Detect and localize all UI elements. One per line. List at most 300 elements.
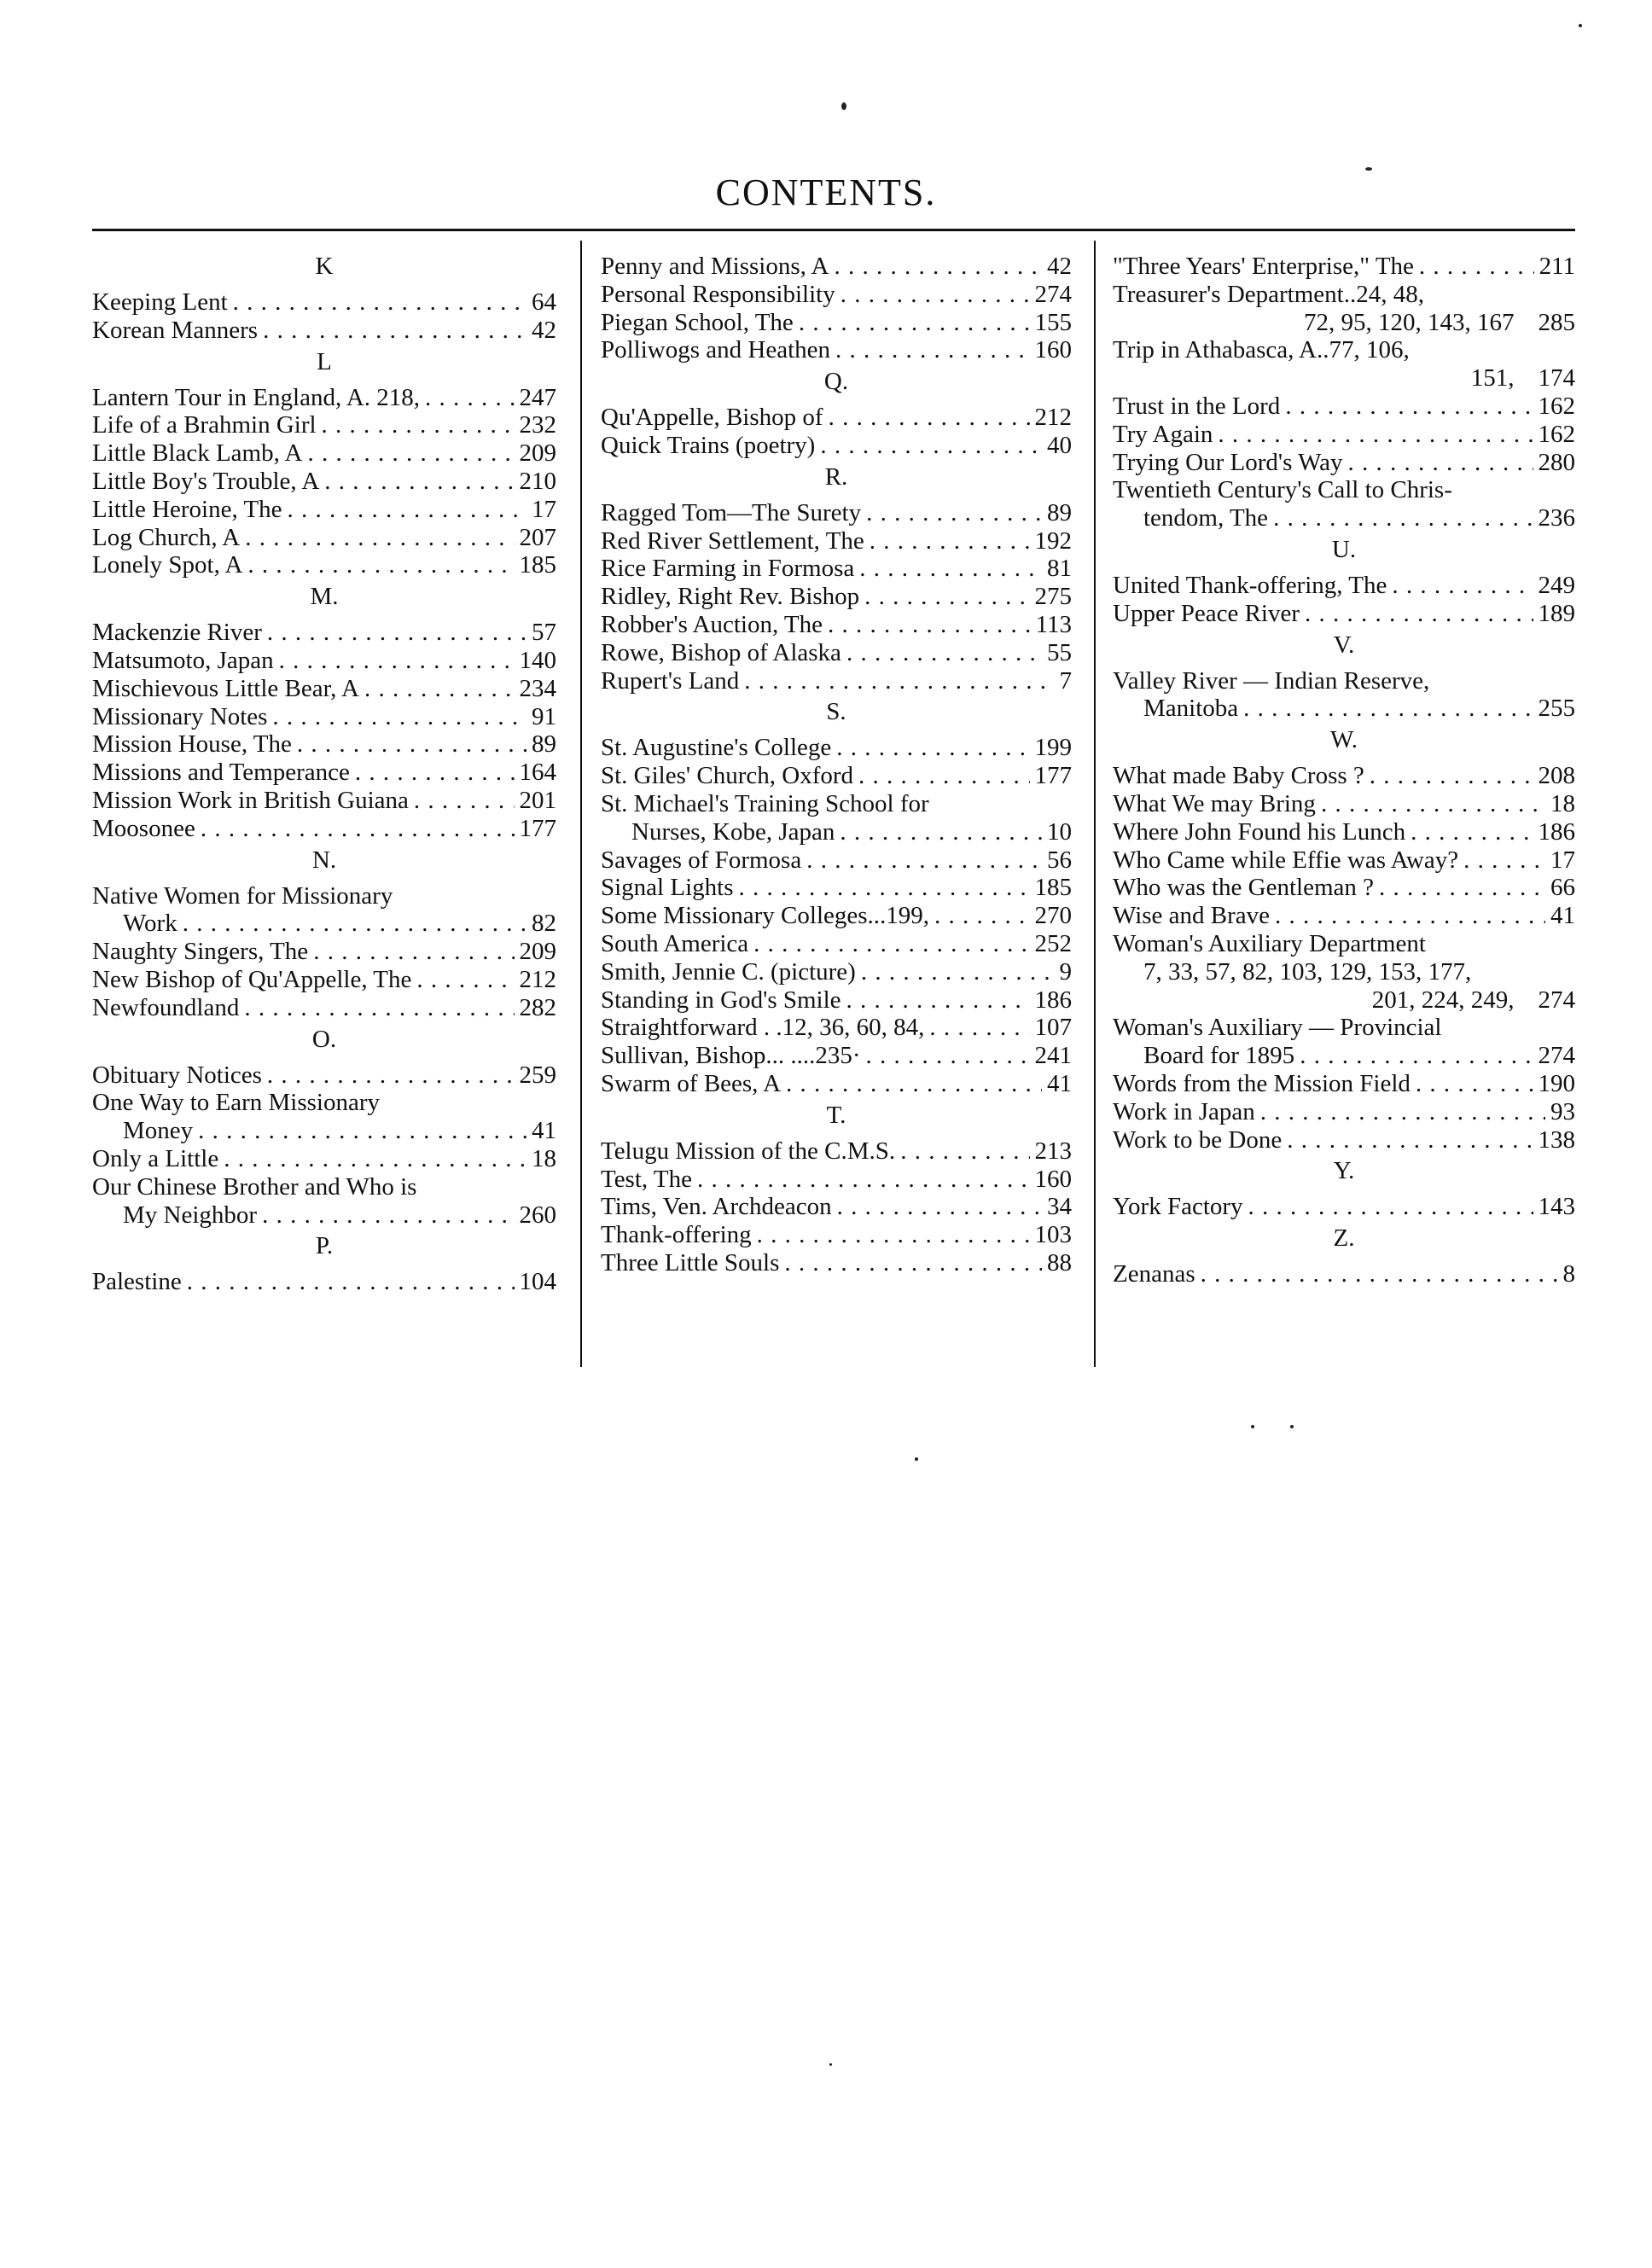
- index-entry-continued: [1113, 986, 1575, 1015]
- entry-page: 185: [1034, 874, 1072, 902]
- entry-page: 42: [1047, 253, 1072, 280]
- entry-title: Ragged Tom—The Surety: [601, 498, 862, 526]
- entry-title: St. Giles' Church, Oxford: [601, 762, 854, 790]
- entry-page: 274: [1034, 280, 1072, 308]
- entry-page: 192: [1034, 526, 1072, 555]
- entry-page: 189: [1538, 599, 1575, 627]
- index-entry: [601, 1137, 1072, 1166]
- entry-page: 280: [1538, 448, 1575, 476]
- leader-dots: [841, 281, 1030, 309]
- leader-dots: [799, 309, 1030, 337]
- entry-title: Our Chinese Brother and Who is: [92, 1172, 417, 1201]
- index-entry: [1113, 762, 1575, 790]
- section-letter-w: W.: [1330, 726, 1358, 754]
- index-entry: [1113, 476, 1575, 504]
- entry-page: 57: [532, 619, 556, 647]
- leader-dots: [861, 958, 1055, 986]
- leader-dots: [864, 583, 1029, 611]
- entry-title: Lonely Spot, A: [92, 551, 243, 579]
- entry-page: 213: [1034, 1137, 1072, 1165]
- entry-title: Piegan School, The: [601, 308, 794, 336]
- index-entry: [92, 938, 556, 966]
- entry-page: 212: [519, 965, 556, 993]
- entry-title: Qu'Appelle, Bishop of: [601, 404, 823, 432]
- entry-page: 186: [1034, 986, 1072, 1014]
- leader-dots: [738, 874, 1029, 902]
- entry-title: Missions and Temperance: [92, 759, 350, 787]
- leader-dots: [866, 1042, 1030, 1070]
- entry-page: 209: [519, 938, 556, 966]
- index-entry: [601, 1166, 1072, 1194]
- index-entry: [1113, 281, 1575, 309]
- index-entry: [601, 281, 1072, 309]
- section-p-continued-entries: [601, 253, 1072, 364]
- section-letter-y: Y.: [1333, 1157, 1355, 1185]
- entry-page: 208: [1538, 762, 1575, 790]
- entry-title: Work: [123, 910, 177, 938]
- leader-dots: [1275, 902, 1545, 930]
- leader-dots: [806, 846, 1042, 875]
- entry-title: Mackenzie River: [92, 619, 262, 647]
- entry-page: 207: [519, 523, 556, 551]
- leader-dots: [1392, 572, 1533, 600]
- leader-dots: [1411, 818, 1533, 846]
- index-entry: [601, 667, 1072, 695]
- leader-dots: [1218, 421, 1533, 449]
- index-entry: [601, 555, 1072, 583]
- leader-dots: [416, 966, 514, 994]
- index-entry: [1113, 1070, 1575, 1098]
- entry-page: 41: [1550, 902, 1575, 930]
- entry-title: Little Black Lamb, A: [92, 439, 303, 468]
- entry-title: Standing in God's Smile: [601, 986, 841, 1014]
- index-entry: [601, 1249, 1072, 1277]
- entry-title: Some Missionary Colleges...199,: [601, 902, 930, 930]
- entry-title: Polliwogs and Heathen: [601, 336, 831, 364]
- leader-dots: [288, 496, 526, 524]
- entry-title: 7, 33, 57, 82, 103, 129, 153, 177,: [1143, 957, 1472, 986]
- entry-title: Board for 1895: [1143, 1042, 1295, 1070]
- leader-dots: [834, 253, 1042, 281]
- leader-dots: [1285, 393, 1533, 421]
- entry-title: Korean Manners: [92, 316, 259, 344]
- index-entry-continued: [1113, 364, 1575, 393]
- index-entry-continued: [1113, 309, 1575, 337]
- entry-page: 34: [1047, 1193, 1072, 1221]
- entry-page: 177: [1034, 762, 1072, 790]
- index-column-3: [1113, 253, 1575, 1288]
- entry-page: 55: [1047, 638, 1072, 666]
- leader-dots: [835, 336, 1029, 364]
- entry-title: 151,: [1470, 364, 1515, 393]
- index-entry: [1113, 790, 1575, 818]
- leader-dots: [757, 1221, 1030, 1249]
- entry-title: Where John Found his Lunch: [1113, 817, 1406, 846]
- index-entry: [1113, 449, 1575, 477]
- entry-page: 41: [532, 1117, 556, 1145]
- index-entry: [92, 384, 556, 412]
- index-entry: [601, 902, 1072, 930]
- entry-page: 7: [1059, 666, 1072, 695]
- entry-page: 64: [532, 288, 556, 316]
- leader-dots: [414, 787, 515, 815]
- index-entry: [601, 762, 1072, 790]
- entry-page: 140: [519, 646, 556, 674]
- leader-dots: [836, 734, 1029, 762]
- index-entry: [1113, 1193, 1575, 1221]
- title-rule: [92, 229, 1575, 231]
- entry-title: Little Boy's Trouble, A: [92, 467, 320, 495]
- entry-title: What made Baby Cross ?: [1113, 762, 1364, 790]
- leader-dots: [263, 317, 526, 345]
- entry-title: Swarm of Bees, A: [601, 1069, 782, 1097]
- entry-title: Matsumoto, Japan: [92, 646, 274, 674]
- index-entry: [92, 815, 556, 843]
- entry-page: 249: [1538, 571, 1575, 599]
- index-entry: [601, 874, 1072, 902]
- scan-speck: [1365, 167, 1372, 171]
- leader-dots: [829, 404, 1030, 432]
- index-entry: [1113, 818, 1575, 846]
- section-t-continued-entries: [1113, 393, 1575, 476]
- entry-page: 91: [532, 702, 556, 730]
- section-letter-p: P.: [315, 1232, 334, 1260]
- leader-dots: [183, 910, 526, 938]
- leader-dots: [247, 551, 514, 579]
- entry-page: 275: [1034, 583, 1072, 611]
- scan-speck: [1251, 1425, 1254, 1428]
- entry-title: Smith, Jennie C. (picture): [601, 957, 856, 986]
- leader-dots: [198, 1117, 526, 1145]
- entry-page: 270: [1034, 902, 1072, 930]
- leader-dots: [786, 1070, 1042, 1098]
- entry-title: Upper Peace River: [1113, 599, 1300, 627]
- section-letter-n: N.: [311, 846, 337, 874]
- index-entry: [92, 468, 556, 496]
- index-entry: [601, 930, 1072, 958]
- index-entry-continued: [1113, 1042, 1575, 1070]
- index-entry: [92, 1089, 556, 1117]
- entry-page: 113: [1035, 610, 1072, 638]
- index-entry: [601, 790, 1072, 818]
- entry-title: Savages of Formosa: [601, 846, 802, 874]
- index-entry: [1113, 600, 1575, 628]
- entry-title: Mission Work in British Guiana: [92, 786, 409, 814]
- entry-title: Nurses, Kobe, Japan: [631, 817, 835, 846]
- entry-page: 81: [1047, 555, 1072, 583]
- leader-dots: [324, 468, 514, 496]
- section-p-entries: [92, 1268, 556, 1296]
- index-entry: [601, 734, 1072, 762]
- entry-title: St. Augustine's College: [601, 734, 832, 762]
- index-entry: [92, 496, 556, 524]
- index-entry-continued: [92, 910, 556, 938]
- entry-page: 56: [1047, 846, 1072, 874]
- entry-title: Trust in the Lord: [1113, 392, 1281, 420]
- entry-title: Naughty Singers, The: [92, 938, 309, 966]
- entry-page: 186: [1538, 817, 1575, 846]
- leader-dots: [307, 439, 514, 468]
- entry-title: Test, The: [601, 1165, 692, 1193]
- index-entry: [1113, 667, 1575, 695]
- entry-title: United Thank-offering, The: [1113, 571, 1387, 599]
- index-entry: [92, 882, 556, 910]
- entry-title: New Bishop of Qu'Appelle, The: [92, 965, 412, 993]
- index-entry: [1113, 336, 1575, 364]
- entry-title: What We may Bring: [1113, 789, 1316, 817]
- index-entry: [601, 499, 1072, 527]
- section-t-entries: [601, 1137, 1072, 1277]
- leader-dots: [262, 1201, 514, 1230]
- entry-page: 199: [1034, 734, 1072, 762]
- entry-page: 103: [1034, 1221, 1072, 1249]
- index-entry: [601, 253, 1072, 281]
- leader-dots: [837, 1193, 1042, 1221]
- section-u-entries: [1113, 572, 1575, 628]
- section-letter-o: O.: [311, 1025, 337, 1053]
- leader-dots: [697, 1166, 1030, 1194]
- entry-title: Wise and Brave: [1113, 902, 1271, 930]
- entry-page: 82: [532, 910, 556, 938]
- leader-dots: [828, 611, 1031, 639]
- index-entry-continued: [1113, 958, 1575, 986]
- entry-title: Only a Little: [92, 1144, 219, 1172]
- section-q-entries: [601, 404, 1072, 460]
- index-entry: [601, 846, 1072, 875]
- entry-page: 40: [1047, 431, 1072, 459]
- entry-page: 104: [519, 1268, 556, 1296]
- section-letter-k: K: [315, 253, 334, 280]
- entry-title: Valley River — Indian Reserve,: [1113, 666, 1430, 695]
- leader-dots: [233, 288, 526, 317]
- leader-dots: [900, 1137, 1029, 1166]
- entry-title: Treasurer's Department..24, 48,: [1113, 280, 1424, 308]
- entry-page: 160: [1034, 336, 1072, 364]
- index-entry: [1113, 930, 1575, 958]
- entry-page: 10: [1047, 817, 1072, 846]
- index-entry: [92, 994, 556, 1022]
- index-column-1: [92, 253, 556, 1296]
- index-entry: [1113, 1098, 1575, 1126]
- entry-title: Lantern Tour in England, A. 218,: [92, 383, 421, 411]
- index-entry: [92, 1145, 556, 1173]
- entry-page: 201: [519, 786, 556, 814]
- page-title: CONTENTS.: [715, 172, 937, 213]
- section-letter-r: R.: [824, 462, 848, 491]
- entry-title: Little Heroine, The: [92, 495, 282, 523]
- index-entry: [92, 703, 556, 731]
- leader-dots: [224, 1145, 526, 1173]
- entry-title: Native Women for Missionary: [92, 881, 393, 910]
- entry-title: Moosonee: [92, 814, 195, 842]
- entry-title: "Three Years' Enterprise," The: [1113, 253, 1414, 280]
- entry-page: 259: [519, 1061, 556, 1089]
- index-entry: [601, 1014, 1072, 1042]
- index-entry: [1113, 874, 1575, 902]
- index-entry-continued: [1113, 695, 1575, 723]
- leader-dots: [279, 647, 515, 675]
- entry-page: 18: [532, 1144, 556, 1172]
- entry-page: 185: [519, 551, 556, 579]
- column-divider: [1094, 241, 1096, 1367]
- index-entry: [1113, 902, 1575, 930]
- section-w-entries-a: [1113, 762, 1575, 930]
- entry-title: Missionary Notes: [92, 702, 268, 730]
- leader-dots: [187, 1268, 515, 1296]
- index-entry: [1113, 1126, 1575, 1154]
- entry-title: Straightforward . .12, 36, 60, 84,: [601, 1014, 925, 1042]
- index-entry-continued: [92, 1117, 556, 1145]
- index-entry: [92, 619, 556, 647]
- index-entry: [601, 1193, 1072, 1221]
- entry-title: Personal Responsibility: [601, 280, 835, 308]
- entry-title: Who was the Gentleman ?: [1113, 874, 1375, 902]
- index-entry: [92, 1173, 556, 1201]
- entry-page: 285: [1538, 308, 1575, 336]
- entry-title: Work to be Done: [1113, 1125, 1283, 1154]
- entry-title: One Way to Earn Missionary: [92, 1089, 381, 1117]
- entry-page: 138: [1538, 1125, 1575, 1154]
- index-entry: [1113, 393, 1575, 421]
- entry-title: Life of a Brahmin Girl: [92, 411, 317, 439]
- leader-dots: [355, 759, 515, 787]
- leader-dots: [858, 762, 1029, 790]
- index-entry: [92, 1061, 556, 1090]
- index-column-2: [601, 253, 1072, 1277]
- leader-dots: [859, 555, 1042, 583]
- index-entry: [92, 288, 556, 317]
- entry-page: 88: [1047, 1248, 1072, 1276]
- entry-title: Tims, Ven. Archdeacon: [601, 1193, 832, 1221]
- entry-page: 252: [1034, 929, 1072, 957]
- section-letter-u: U.: [1331, 535, 1357, 563]
- leader-dots: [934, 902, 1029, 930]
- entry-title: Woman's Auxiliary Department: [1113, 929, 1426, 957]
- section-s-entries-b: [601, 846, 1072, 1098]
- entry-page: 107: [1034, 1014, 1072, 1042]
- entry-title: Thank-offering: [601, 1221, 752, 1249]
- entry-title: Manitoba: [1143, 695, 1239, 723]
- entry-page: 241: [1034, 1042, 1072, 1070]
- section-s-entries-a: [601, 734, 1072, 790]
- leader-dots: [425, 384, 514, 412]
- leader-dots: [245, 524, 514, 552]
- index-entry: [92, 439, 556, 468]
- section-letter-m: M.: [310, 583, 339, 611]
- index-entry: [1113, 846, 1575, 875]
- scan-speck: [1579, 24, 1582, 27]
- entry-title: Palestine: [92, 1268, 182, 1296]
- index-entry: [92, 647, 556, 675]
- index-entry: [92, 1268, 556, 1296]
- index-entry: [92, 730, 556, 759]
- entry-title: My Neighbor: [123, 1201, 258, 1229]
- leader-dots: [364, 675, 515, 703]
- leader-dots: [267, 1061, 515, 1090]
- index-entry-continued: [601, 818, 1072, 846]
- entry-title: Money: [123, 1117, 194, 1145]
- entry-page: 210: [519, 467, 556, 495]
- index-entry: [92, 759, 556, 787]
- index-entry: [92, 551, 556, 579]
- index-entry: [601, 611, 1072, 639]
- entry-title: St. Michael's Training School for: [601, 789, 929, 817]
- section-letter-v: V.: [1333, 631, 1355, 659]
- index-entry: [92, 675, 556, 703]
- entry-page: 160: [1034, 1165, 1072, 1193]
- index-entry: [92, 317, 556, 345]
- index-entry-continued: [92, 1201, 556, 1230]
- leader-dots: [1379, 874, 1545, 902]
- entry-title: Newfoundland: [92, 993, 240, 1021]
- section-m-entries: [92, 619, 556, 842]
- entry-page: 17: [1550, 846, 1575, 874]
- entry-page: 255: [1538, 695, 1575, 723]
- leader-dots: [846, 986, 1030, 1015]
- leader-dots: [744, 667, 1054, 695]
- leader-dots: [272, 703, 526, 731]
- index-entry: [92, 787, 556, 815]
- leader-dots: [1300, 1042, 1533, 1070]
- index-entry: [1113, 421, 1575, 449]
- entry-page: 164: [519, 759, 556, 787]
- index-entry: [601, 404, 1072, 432]
- section-z-entries: [1113, 1260, 1575, 1288]
- index-entry: [1113, 1260, 1575, 1288]
- entry-title: Words from the Mission Field: [1113, 1069, 1411, 1097]
- entry-page: 247: [519, 383, 556, 411]
- entry-page: 89: [1047, 498, 1072, 526]
- entry-page: 18: [1550, 789, 1575, 817]
- entry-title: Obituary Notices: [92, 1061, 262, 1089]
- index-entry: [601, 336, 1072, 364]
- entry-page: 8: [1562, 1260, 1575, 1288]
- index-entry: [601, 1042, 1072, 1070]
- leader-dots: [1370, 762, 1533, 790]
- entry-page: 66: [1550, 874, 1575, 902]
- entry-title: Trip in Athabasca, A..77, 106,: [1113, 336, 1410, 364]
- leader-dots: [1273, 504, 1533, 532]
- section-letter-t: T.: [826, 1101, 846, 1129]
- entry-page: 209: [519, 439, 556, 468]
- leader-dots: [1243, 695, 1533, 723]
- entry-title: Keeping Lent: [92, 288, 228, 316]
- section-y-entries: [1113, 1193, 1575, 1221]
- entry-title: South America: [601, 929, 749, 957]
- section-letter-z: Z.: [1333, 1224, 1355, 1253]
- entry-title: Quick Trains (poetry): [601, 431, 816, 459]
- entry-page: 89: [532, 730, 556, 759]
- entry-title: 201, 224, 249,: [1371, 986, 1515, 1014]
- entry-title: Log Church, A: [92, 523, 241, 551]
- leader-dots: [870, 527, 1030, 555]
- entry-title: Trying Our Lord's Way: [1113, 448, 1343, 476]
- entry-page: 274: [1538, 986, 1575, 1014]
- section-letter-l: L: [317, 347, 332, 375]
- leader-dots: [840, 818, 1042, 846]
- entry-page: 190: [1538, 1069, 1575, 1097]
- leader-dots: [1419, 253, 1534, 281]
- column-divider: [580, 241, 582, 1367]
- entry-title: Twentieth Century's Call to Chris-: [1113, 476, 1452, 504]
- entry-title: Rowe, Bishop of Alaska: [601, 638, 841, 666]
- entry-page: 9: [1059, 957, 1072, 986]
- entry-title: Signal Lights: [601, 874, 734, 902]
- leader-dots: [1416, 1070, 1533, 1098]
- leader-dots: [1348, 449, 1533, 477]
- leader-dots: [297, 730, 526, 759]
- entry-title: Who Came while Effie was Away?: [1113, 846, 1459, 874]
